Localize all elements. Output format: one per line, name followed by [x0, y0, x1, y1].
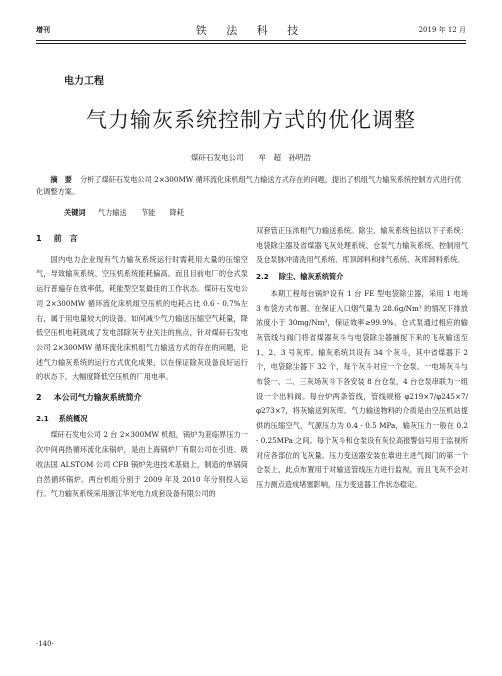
abstract-text: 分析了煤矸石发电公司 2×300MW 循环流化床机组气力输送方式存在的问题，提出了机组气力输灰系统控制方式进行优化调整方案。 [36, 175, 462, 196]
journal-name: 铁 法 科 技 [195, 24, 307, 37]
subsection-heading-2-1: 2.1 系统概况 [36, 413, 88, 423]
section-label: 电力工程 [64, 76, 104, 87]
abstract-label: 摘 要 [50, 175, 72, 184]
keyword: 降耗 [169, 208, 185, 217]
page-number: ·140· [36, 640, 54, 648]
subsection-heading-2-2: 2.2 除尘、输灰系统简介 [256, 272, 344, 282]
running-header [36, 22, 466, 36]
paragraph-subsystems: 双套管正压浓相气力输送系统。除尘、输灰系统包括以下子系统：电袋除尘器及省煤器飞灰处理系统、仓泵气力输灰系统、控制用气及仓泵脉冲清洗用气系统、库顶卸料和排气系统、灰库卸料系统。 [256, 226, 468, 265]
keyword: 气力输送 [97, 208, 127, 217]
header-rule [36, 40, 466, 41]
paragraph-overview: 煤矸石发电公司 2 台 2×300MW 机组，锅炉为亚临界压力一次中间再热循环流化床锅炉，是由上海锅炉厂有限公司在引进、吸收法国 ALSTOM 公司 CFB 锅炉先进技术基础上，制造的单锅筒自然循环锅炉。两台机组分别于 2009 年及 2010 年分别投入运行。气力输灰系统采用浙江华光电力成套设备有限公司的 [36, 430, 248, 499]
issue-date: 2019 年 12 月 [418, 26, 466, 34]
section-heading-1: 1 前 言 [36, 234, 78, 243]
right-column [256, 224, 468, 493]
left-column [36, 228, 248, 502]
paragraph-system-detail: 本期工程每台锅炉设有 1 台 FE 型电袋除尘器，采用 1 电场 3 布袋方式布置。在保证入口烟气量为 28.6g/Nm³ 的情况下排放浓度小于 30mg/Nm³，保证效率≥99.9%。仓式泵通过相应的输灰管线与阀门将省煤器灰斗与电袋除尘器捕捉下来的飞灰输送至 1、2、3 号灰库。输灰系统共设有 34 个灰斗，其中省煤器下 2 个，电袋除尘器下 32 个，每个灰斗对应一个仓泵。一电场灰斗与布袋一、二、三灰场灰斗下各安装 8 台仓泵，4 台仓泵串联为一组设一个出料阀。每台炉两条管线，管线规格 φ219×7/φ245×7/φ273×7，将灰输送到灰库。气力输送物料的介质是由空压机站提供的压缩空气，气源压力为 0.4 - 0.5 MPa，输灰压力一般在 0.2 - 0.25MPa 之间。每个灰斗和仓泵设有灰位高报警信号用于监视所对应各部位的飞灰量。压力变送器安装在靠进主进气阀门的第一个仓泵上，此点布置用于对输送管线压力进行监视，而且飞灰不会对压力测点造成堵塞影响，压力变送器工作状态稳定。 [256, 288, 468, 489]
abstract [36, 174, 466, 198]
section-heading-2: 2 本公司气力输灰系统简介 [36, 393, 142, 403]
paragraph-intro: 国内电力企业现有气力输灰系统运行时需耗用大量的压缩空气，导致输灰系统、空压机系统能耗偏高。而且目前电厂的仓式泵运行普遍存在效率低，耗能型空泵最佳的工作状态。煤矸石发电公司 2×300MW 循环流化床机组空压机的电耗占比 0.6 - 0.7%左右，属于用电量较大的设备。如何减少气力输送压缩空气耗量，降低空压机电耗就成了发电部除灰专业关注的焦点，针对煤矸石发电公司 2×300MW 循环流化床机组气力输送方式的存在的问题，论述气力输灰系统的运行方式优化成果，以在保证除灰设备良好运行的状态下，大幅度降低空压机的厂用电率。 [36, 254, 248, 382]
keyword: 节能 [140, 208, 156, 217]
keywords [64, 208, 196, 218]
header-rule-thin [36, 43, 466, 44]
supplement-label: 增刊 [36, 25, 50, 34]
article-authors: 煤矸石发电公司 牟 超 孙明浩 [191, 153, 311, 162]
article-title: 气力输灰系统控制方式的优化调整 [86, 108, 416, 132]
keywords-label: 关键词 [64, 208, 86, 217]
